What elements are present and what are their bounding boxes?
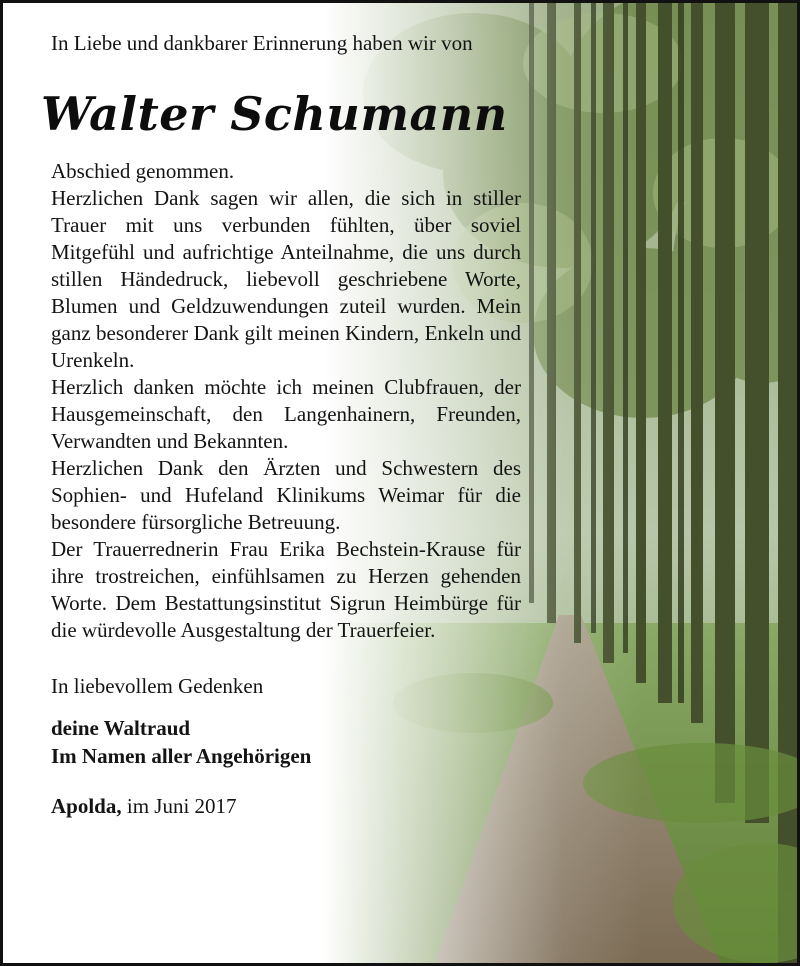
closing-line: In liebevollem Gedenken — [51, 674, 264, 698]
deceased-name: Walter Schumann — [41, 87, 508, 141]
body-paragraph-4: Der Trauerrednerin Frau Erika Bechstein-Krause für ihre trostreichen, einfühlsamen zu Herzen gehenden Worte. Dem Bestattungsinstitut Sigrun Heimbürge für die würdevolle Ausgestaltung der Trauerfeier. — [51, 537, 521, 642]
body-paragraph-2: Herzlich danken möchte ich meinen Clubfrauen, der Hausgemeinschaft, den Langenhainern, Freunden, Verwandten und Bekannten. — [51, 375, 521, 453]
date: im Juni 2017 — [126, 794, 237, 818]
body-line-1: Abschied genommen. — [51, 159, 235, 183]
signers — [51, 714, 521, 770]
body-paragraph-1: Herzlichen Dank sagen wir allen, die sich in stiller Trauer mit uns verbunden fühlten, über soviel Mitgefühl und aufrichtige Anteilnahme, die uns durch stillen Händedruck, liebevoll geschriebene Worte, Blumen und Geldzuwendungen zuteil wurden. Mein ganz besonderer Dank gilt meinen Kindern, Enkeln und Urenkeln. — [51, 186, 521, 372]
signer-2: Im Namen aller Angehörigen — [51, 744, 312, 768]
thank-you-text — [51, 158, 521, 644]
body-paragraph-3: Herzlichen Dank den Ärzten und Schwestern des Sophien- und Hufeland Klinikums Weimar für die besondere fürsorgliche Betreuung. — [51, 456, 521, 534]
place-date — [51, 792, 521, 820]
place: Apolda, — [51, 794, 122, 818]
signer-1: deine Waltraud — [51, 716, 191, 740]
intro-text: In Liebe und dankbarer Erinnerung haben wir von — [51, 31, 473, 55]
text-column — [41, 29, 521, 820]
